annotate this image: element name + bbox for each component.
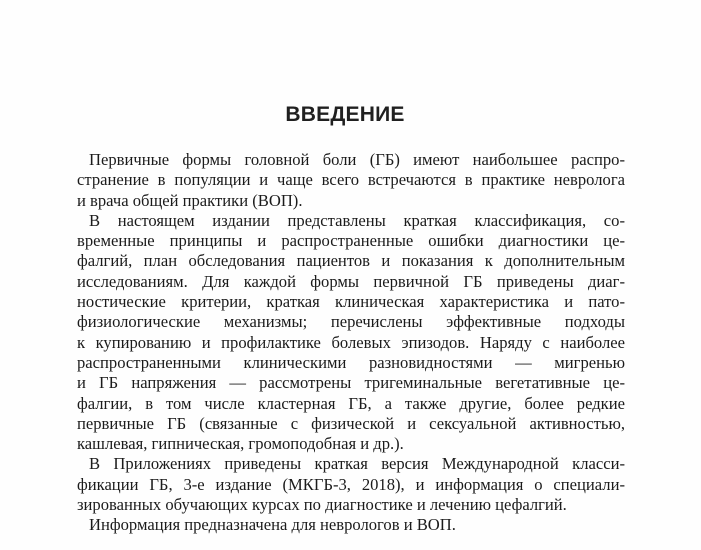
- body-text: [77, 150, 625, 536]
- text-line: и врача общей практики (ВОП).: [77, 190, 303, 210]
- text-line: В настоящем издании представлены краткая классификация, со-: [89, 210, 625, 230]
- text-line: временные принципы и распространенные ошибки диагностики це-: [77, 231, 625, 251]
- text-line: зированных обучающих курсах по диагностике и лечению цефалгий.: [77, 495, 567, 515]
- page-title: ВВЕДЕНИЕ: [285, 103, 405, 126]
- text-line: первичные ГБ (связанные с физической и сексуальной активностью,: [77, 413, 625, 433]
- text-line: к купированию и профилактике болевых эпизодов. Наряду с наиболее: [77, 332, 625, 352]
- text-line: фалгии, в том числе кластерная ГБ, а также другие, более редкие: [77, 393, 625, 413]
- text-line: ностические критерии, краткая клиническая характеристика и пато-: [77, 292, 625, 312]
- text-line: В Приложениях приведены краткая версия Международной класси-: [89, 454, 625, 474]
- text-line: и ГБ напряжения — рассмотрены тригеминальные вегетативные це-: [77, 373, 625, 393]
- text-line: фалгий, план обследования пациентов и показания к дополнительным: [77, 251, 625, 271]
- text-line: странение в популяции и чаще всего встречаются в практике невролога: [77, 170, 625, 190]
- text-line: распространенными клиническими разновидностями — мигренью: [77, 352, 625, 372]
- text-line: кашлевая, гипническая, громоподобная и др.).: [77, 434, 404, 454]
- text-line: физиологические механизмы; перечислены эффективные подходы: [77, 312, 625, 332]
- text-line: Информация предназначена для неврологов и ВОП.: [89, 515, 456, 535]
- text-line: фикации ГБ, 3-е издание (МКГБ-3, 2018), и информация о специали-: [77, 474, 625, 494]
- text-line: исследованиям. Для каждой формы первичной ГБ приведены диаг-: [77, 271, 625, 291]
- text-line: Первичные формы головной боли (ГБ) имеют наибольшее распро-: [89, 150, 625, 169]
